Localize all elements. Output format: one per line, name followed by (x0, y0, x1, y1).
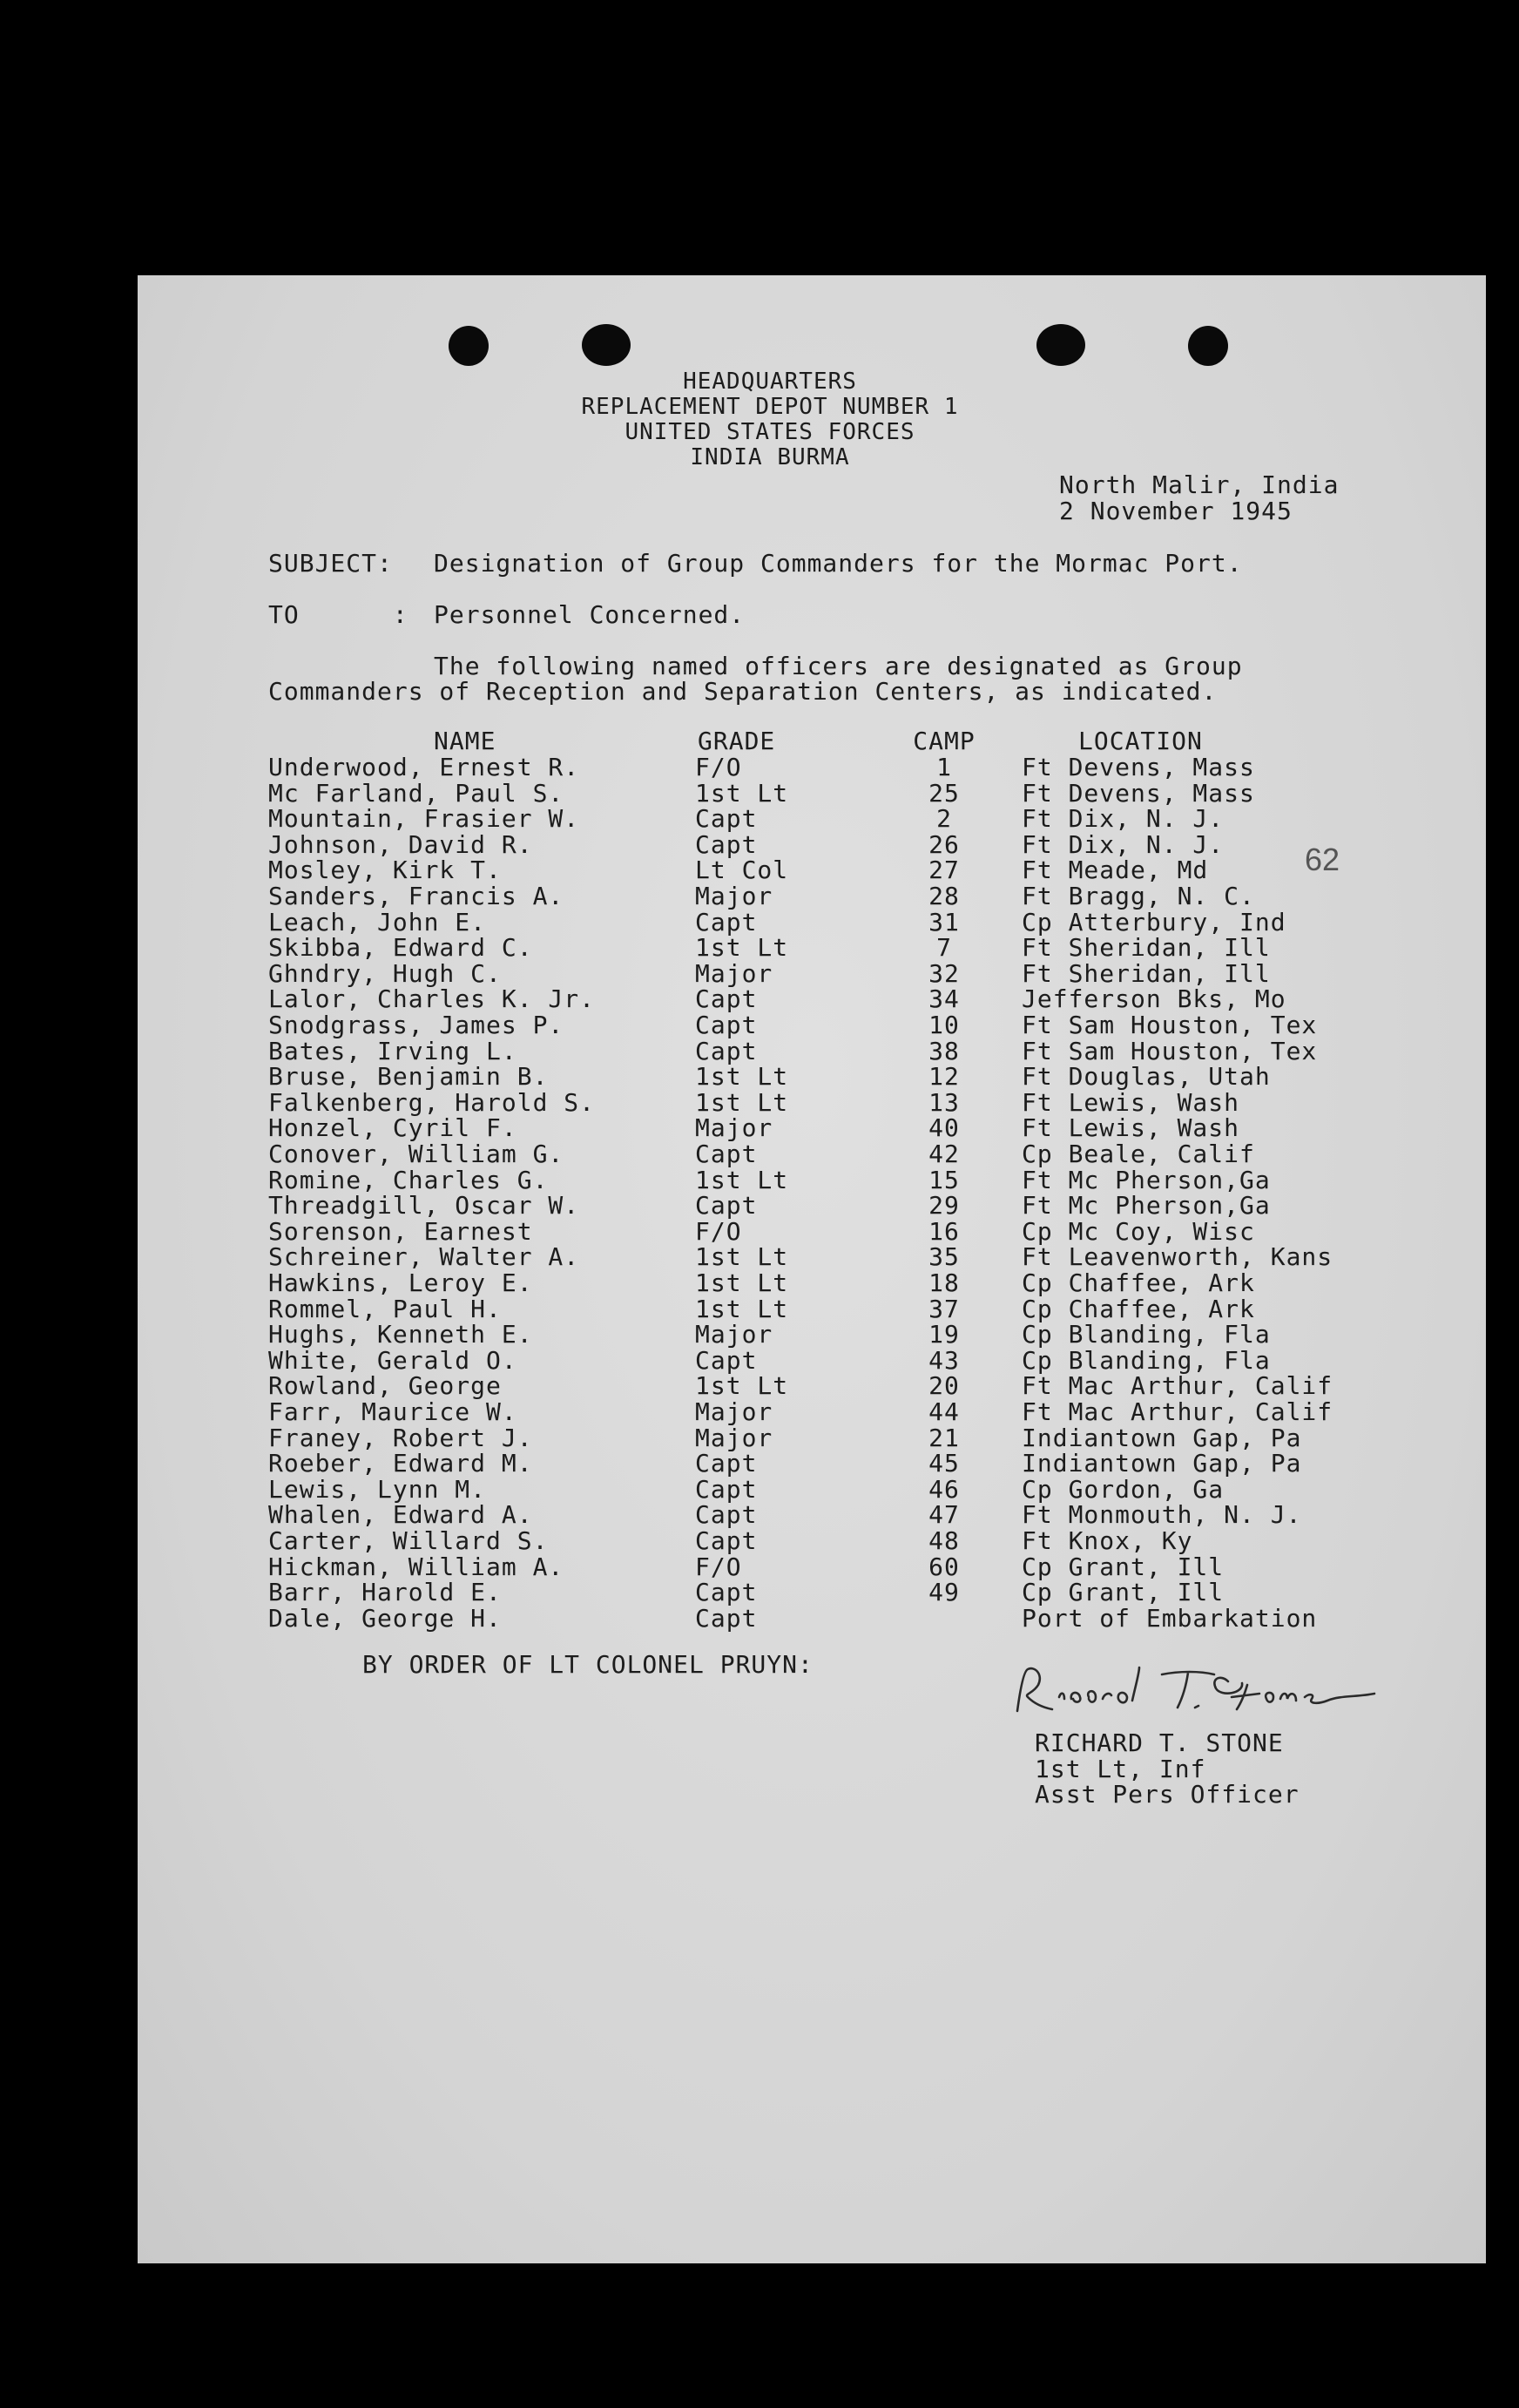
table-row (138, 1038, 1486, 1065)
date: 2 November 1945 (1059, 497, 1293, 525)
name-cell: Johnson, David R. (268, 829, 533, 859)
table-row (138, 883, 1486, 910)
grade-cell: Capt (695, 1578, 758, 1607)
camp-cell: 28 (928, 882, 960, 910)
subject-label: SUBJECT: (268, 549, 393, 578)
table-row (138, 754, 1486, 781)
name-cell: Farr, Maurice W. (268, 1397, 517, 1426)
grade-cell: Capt (695, 984, 758, 1014)
name-cell: Hickman, William A. (268, 1552, 564, 1581)
table-row (138, 935, 1486, 961)
table-row (138, 1502, 1486, 1528)
grade-cell: F/O (695, 1552, 742, 1581)
location-cell: Ft Douglas, Utah (1022, 1062, 1271, 1092)
location-cell: Cp Beale, Calif (1022, 1140, 1255, 1168)
name-cell: Carter, Willard S. (268, 1526, 549, 1555)
punch-hole (582, 324, 631, 366)
grade-cell: Major (695, 1113, 773, 1143)
camp-cell: 15 (928, 1165, 960, 1194)
location-cell: Ft Sam Houston, Tex (1022, 1036, 1318, 1065)
table-row (138, 1345, 1486, 1375)
grade-cell: Capt (695, 1474, 758, 1504)
name-cell: Sanders, Francis A. (268, 882, 564, 910)
location-cell: Ft Sam Houston, Tex (1022, 1011, 1318, 1039)
name-cell: Mc Farland, Paul S. (268, 778, 564, 808)
name-cell: Hawkins, Leroy E. (268, 1268, 533, 1297)
name-cell: Bruse, Benjamin B. (268, 1062, 549, 1092)
location-cell: Ft Sheridan, Ill (1022, 958, 1271, 988)
camp-cell: 29 (928, 1191, 960, 1221)
camp-cell: 37 (928, 1294, 960, 1323)
camp-cell: 45 (928, 1449, 960, 1478)
name-cell: Hughs, Kenneth E. (268, 1320, 533, 1349)
camp-cell: 31 (928, 907, 960, 937)
name-cell: Mosley, Kirk T. (268, 856, 502, 885)
camp-cell: 1 (936, 753, 952, 781)
camp-cell: 16 (928, 1216, 960, 1246)
body-line: Commanders of Reception and Separation Centers, as indicated. (268, 677, 1218, 706)
grade-cell: 1st Lt (695, 1062, 789, 1092)
signer-rank: 1st Lt, Inf (1035, 1755, 1206, 1783)
signer-title: Asst Pers Officer (1035, 1780, 1300, 1809)
grade-cell: 1st Lt (695, 1165, 789, 1194)
location-cell: Cp Gordon, Ga (1022, 1474, 1225, 1504)
grade-cell: 1st Lt (695, 778, 789, 808)
grade-cell: Capt (695, 1500, 758, 1530)
name-cell: Whalen, Edward A. (268, 1500, 533, 1530)
place: North Malir, India (1059, 470, 1340, 499)
officer-table (138, 728, 1486, 1652)
camp-cell: 35 (928, 1242, 960, 1272)
camp-cell: 49 (928, 1578, 960, 1607)
grade-cell: Lt Col (695, 856, 789, 885)
name-cell: Barr, Harold E. (268, 1578, 502, 1607)
table-row (138, 806, 1486, 832)
location-cell: Port of Embarkation (1022, 1603, 1318, 1633)
grade-cell: Capt (695, 907, 758, 937)
grade-cell: Major (695, 1320, 773, 1349)
name-cell: Underwood, Ernest R. (268, 753, 580, 781)
location-cell: Ft Mac Arthur, Calif (1022, 1371, 1333, 1401)
camp-cell: 13 (928, 1087, 960, 1117)
page-number: 62 (1305, 842, 1340, 877)
grade-cell: Capt (695, 1140, 758, 1168)
camp-cell: 12 (928, 1062, 960, 1092)
table-row (138, 1167, 1486, 1194)
table-row (138, 857, 1486, 883)
grade-cell: 1st Lt (695, 933, 789, 963)
name-cell: Rommel, Paul H. (268, 1294, 502, 1323)
location-cell: Indiantown Gap, Pa (1022, 1423, 1302, 1452)
camp-cell: 38 (928, 1036, 960, 1065)
location-cell: Cp Blanding, Fla (1022, 1345, 1271, 1375)
camp-cell: 40 (928, 1113, 960, 1143)
name-cell: Dale, George H. (268, 1603, 502, 1633)
grade-cell: 1st Lt (695, 1242, 789, 1272)
column-header-location: LOCATION (1078, 727, 1203, 755)
name-cell: Honzel, Cyril F. (268, 1113, 517, 1143)
grade-cell: Capt (695, 1345, 758, 1375)
location-cell: Ft Bragg, N. C. (1022, 882, 1255, 910)
camp-cell: 43 (928, 1345, 960, 1375)
header-line: HEADQUARTERS (683, 369, 857, 395)
grade-cell: Capt (695, 1603, 758, 1633)
name-cell: Conover, William G. (268, 1140, 564, 1168)
table-row (138, 1554, 1486, 1580)
name-cell: Lewis, Lynn M. (268, 1474, 487, 1504)
grade-cell: Major (695, 958, 773, 988)
grade-cell: Major (695, 1397, 773, 1426)
header-line: INDIA BURMA (690, 444, 850, 470)
location-cell: Indiantown Gap, Pa (1022, 1449, 1302, 1478)
table-row (138, 1603, 1486, 1633)
table-row (138, 1244, 1486, 1270)
body-line: The following named officers are designated as Group (434, 652, 1243, 680)
punch-hole (449, 326, 489, 366)
column-header-name: NAME (434, 727, 496, 755)
table-row (138, 1322, 1486, 1348)
table-row (138, 958, 1486, 988)
to-label: TO : (268, 600, 408, 629)
location-cell: Ft Lewis, Wash (1022, 1087, 1240, 1117)
location-cell: Cp Chaffee, Ark (1022, 1268, 1255, 1297)
table-row (138, 1115, 1486, 1141)
camp-cell: 21 (928, 1423, 960, 1452)
table-row (138, 1270, 1486, 1296)
to-text: Personnel Concerned. (434, 600, 746, 629)
camp-cell: 47 (928, 1500, 960, 1530)
column-header-grade: GRADE (698, 727, 776, 755)
name-cell: Roeber, Edward M. (268, 1449, 533, 1478)
punch-hole (1188, 326, 1228, 366)
camp-cell: 25 (928, 778, 960, 808)
location-cell: Cp Chaffee, Ark (1022, 1294, 1255, 1323)
camp-cell: 27 (928, 856, 960, 885)
grade-cell: 1st Lt (695, 1268, 789, 1297)
camp-cell: 20 (928, 1371, 960, 1401)
punch-hole (1036, 324, 1085, 366)
name-cell: Sorenson, Earnest (268, 1216, 533, 1246)
location-cell: Ft Devens, Mass (1022, 778, 1255, 808)
grade-cell: F/O (695, 1216, 742, 1246)
location-cell: Cp Atterbury, Ind (1022, 907, 1286, 937)
table-row (138, 1425, 1486, 1451)
table-header (138, 728, 1486, 754)
header-line: REPLACEMENT DEPOT NUMBER 1 (581, 394, 959, 420)
table-row (138, 1141, 1486, 1167)
grade-cell: Capt (695, 1449, 758, 1478)
name-cell: Rowland, George (268, 1371, 502, 1401)
location-cell: Ft Devens, Mass (1022, 753, 1255, 781)
column-header-camp: CAMP (913, 727, 976, 755)
camp-cell: 10 (928, 1011, 960, 1039)
grade-cell: 1st Lt (695, 1371, 789, 1401)
table-row (138, 986, 1486, 1012)
camp-cell: 34 (928, 984, 960, 1014)
location-cell: Ft Mc Pherson,Ga (1022, 1191, 1271, 1221)
location-cell: Ft Leavenworth, Kans (1022, 1242, 1333, 1272)
handwritten-signature (1009, 1659, 1392, 1728)
table-row (138, 1399, 1486, 1425)
subject-text: Designation of Group Commanders for the Mormac Port. (434, 549, 1243, 578)
name-cell: Snodgrass, James P. (268, 1011, 564, 1039)
name-cell: Ghndry, Hugh C. (268, 958, 502, 988)
letterhead (138, 369, 1486, 470)
name-cell: Leach, John E. (268, 907, 487, 937)
table-row (138, 829, 1486, 859)
location-cell: Jefferson Bks, Mo (1022, 984, 1286, 1014)
camp-cell: 18 (928, 1268, 960, 1297)
camp-cell: 42 (928, 1140, 960, 1168)
table-row (138, 778, 1486, 808)
name-cell: Threadgill, Oscar W. (268, 1191, 580, 1221)
table-row (138, 1451, 1486, 1477)
table-row (138, 1528, 1486, 1554)
location-cell: Ft Dix, N. J. (1022, 804, 1225, 834)
grade-cell: Capt (695, 1036, 758, 1065)
name-cell: Lalor, Charles K. Jr. (268, 984, 596, 1014)
grade-cell: 1st Lt (695, 1294, 789, 1323)
table-row (138, 1579, 1486, 1606)
signature (1009, 1659, 1392, 1732)
camp-cell: 44 (928, 1397, 960, 1426)
grade-cell: Major (695, 882, 773, 910)
grade-cell: Capt (695, 1011, 758, 1039)
location-cell: Cp Grant, Ill (1022, 1552, 1225, 1581)
grade-cell: Capt (695, 1526, 758, 1555)
grade-cell: 1st Lt (695, 1087, 789, 1117)
name-cell: White, Gerald O. (268, 1345, 517, 1375)
location-cell: Ft Knox, Ky (1022, 1526, 1193, 1555)
camp-cell: 19 (928, 1320, 960, 1349)
location-cell: Cp Mc Coy, Wisc (1022, 1216, 1255, 1246)
name-cell: Falkenberg, Harold S. (268, 1087, 596, 1117)
grade-cell: Capt (695, 829, 758, 859)
camp-cell: 48 (928, 1526, 960, 1555)
location-cell: Cp Grant, Ill (1022, 1578, 1225, 1607)
grade-cell: Capt (695, 804, 758, 834)
location-cell: Cp Blanding, Fla (1022, 1320, 1271, 1349)
order-line: BY ORDER OF LT COLONEL PRUYN: (362, 1650, 814, 1679)
location-cell: Ft Lewis, Wash (1022, 1113, 1240, 1143)
camp-cell: 46 (928, 1474, 960, 1504)
camp-cell: 32 (928, 958, 960, 988)
location-cell: Ft Mac Arthur, Calif (1022, 1397, 1333, 1426)
table-row (138, 1216, 1486, 1246)
name-cell: Franey, Robert J. (268, 1423, 533, 1452)
location-cell: Ft Dix, N. J. (1022, 829, 1225, 859)
name-cell: Mountain, Frasier W. (268, 804, 580, 834)
grade-cell: Capt (695, 1191, 758, 1221)
name-cell: Skibba, Edward C. (268, 933, 533, 963)
grade-cell: F/O (695, 753, 742, 781)
name-cell: Schreiner, Walter A. (268, 1242, 580, 1272)
camp-cell: 2 (936, 804, 952, 834)
table-row (138, 1474, 1486, 1504)
table-row (138, 1064, 1486, 1090)
table-row (138, 1373, 1486, 1399)
table-row (138, 1012, 1486, 1038)
camp-cell: 60 (928, 1552, 960, 1581)
location-cell: Ft Meade, Md (1022, 856, 1209, 885)
location-cell: Ft Sheridan, Ill (1022, 933, 1271, 963)
name-cell: Bates, Irving L. (268, 1036, 517, 1065)
table-row (138, 1296, 1486, 1322)
table-row (138, 1193, 1486, 1219)
camp-cell: 26 (928, 829, 960, 859)
signer-name: RICHARD T. STONE (1035, 1728, 1284, 1757)
name-cell: Romine, Charles G. (268, 1165, 549, 1194)
header-line: UNITED STATES FORCES (624, 419, 915, 445)
paper-sheet (138, 275, 1486, 2263)
location-cell: Ft Monmouth, N. J. (1022, 1500, 1302, 1530)
table-row (138, 907, 1486, 937)
grade-cell: Major (695, 1423, 773, 1452)
location-cell: Ft Mc Pherson,Ga (1022, 1165, 1271, 1194)
camp-cell: 7 (936, 933, 952, 963)
table-row (138, 1087, 1486, 1117)
